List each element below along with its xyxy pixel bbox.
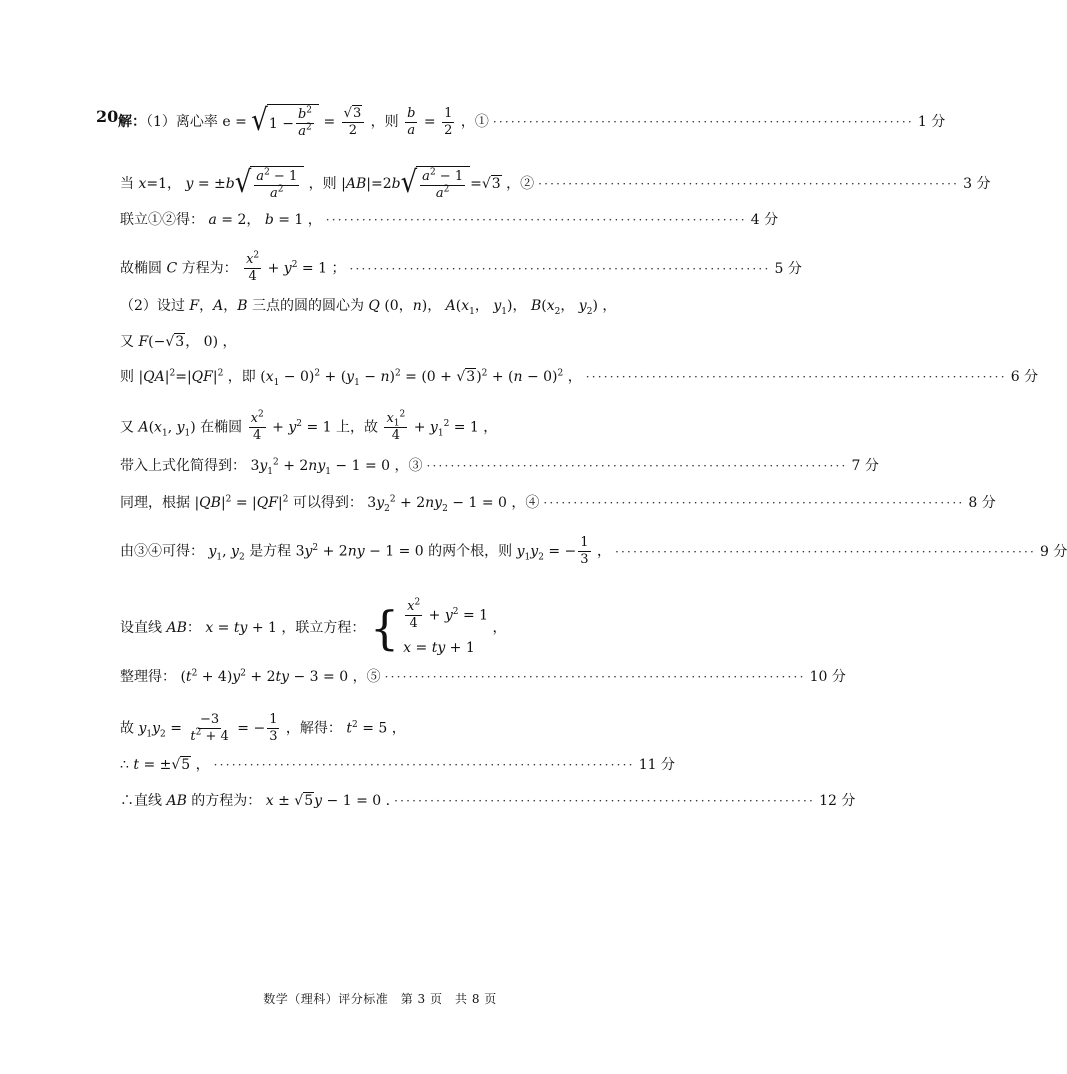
leader-dots: ······································································ <box>325 213 747 227</box>
leader-dots: ······································································ <box>492 115 914 129</box>
leader-dots: ······································································ <box>394 794 816 808</box>
leader-dots: ······································································ <box>615 544 1037 559</box>
solution-line-5: （2）设过 F，A，B 三点的圆的圆心为 Q (0，n)， $A(x_1$， $y_1$)， $B(x_2$， $y_2$) ， <box>120 298 617 317</box>
score-3: 4 分 <box>750 212 779 228</box>
solution-line-4: 故椭圆 C 方程为： $\frac{x^2}{4}$ + $y^2 = 1$ ； ······································································ 5 分 <box>120 250 802 284</box>
leader-dots: ······································································ <box>585 370 1007 384</box>
score-7: 8 分 <box>968 495 996 511</box>
solution-line-11: 由③④可得： $y_1$, $y_2$ 是方程 $3y^2 + 2ny - 1 = 0$ 的两个根，则 $y_1y_2$ = − $\frac{1}{3}$ ， ······································································ 9 分 <box>120 535 1067 567</box>
solution-line-6: 又 F(−√3， 0) ， <box>120 334 237 350</box>
score-4: 5 分 <box>774 260 802 277</box>
page-footer: 数学（理科）评分标准 第 3 页 共 8 页 <box>263 992 497 1006</box>
solution-line-9: 带入上式化简得到： $3y_1^2 + 2ny_1 - 1 = 0$ ，③ ······································································ 7 分 <box>120 457 879 477</box>
solution-line-15: ∴ t = ±√5 ， ······································································ 11 分 <box>120 757 675 773</box>
solution-line-13: 整理得： $(t^2 + 4)y^2 + 2ty - 3 = 0$ ，⑤ ······································································ 10 分 <box>120 668 846 685</box>
score-5: 6 分 <box>1010 369 1039 385</box>
score-6: 7 分 <box>851 458 879 474</box>
score-8: 9 分 <box>1040 543 1067 560</box>
solution-line-2: 当 x=1， y = ±b √ $\frac{a^2 - 1}{a^2}$ ，则 |AB|=2b √ $\frac{a^2 - 1}{a^2}$ =√3 ，② ······································································ 3 分 <box>120 165 991 201</box>
solution-line-14: 故 $y_1y_2$ = $\frac{-3}{t^2 + 4}$ = − $\frac{1}{3}$ ，解得： $t^2 = 5$ ， <box>120 712 406 744</box>
leader-dots: ······································································ <box>426 459 848 473</box>
solution-line-12: 设直线 AB： x = ty + 1 ，联立方程： { $\frac{x^2}{4}$ + $y^2 = 1$ x = ty + 1 ， <box>120 597 507 656</box>
leader-dots: ······································································ <box>538 177 960 191</box>
solution-line-1: 解：（1）离心率 e = √ 1 − $\frac{b^2}{a^2}$ = $\frac{√3}{2}$ ，则 $\frac{b}{a}$ = $\frac{1}{2}$ ，① ······································································ 1 分 <box>118 103 946 139</box>
score-2: 3 分 <box>963 176 991 192</box>
score-1: 1 分 <box>917 114 946 130</box>
problem-number: 20. <box>96 107 124 126</box>
score-9: 10 分 <box>809 669 846 685</box>
solution-line-8: 又 $A(x_1$, $y_1$) 在椭圆 $\frac{x^2}{4}$ + $y^2 = 1$ 上，故 $\frac{x_1^2}{4}$ + $y_1^2 = 1$ ， <box>120 409 498 443</box>
leader-dots: ······································································ <box>384 670 806 684</box>
leader-dots: ······································································ <box>349 261 771 276</box>
leader-dots: ······································································ <box>213 758 635 772</box>
score-11: 12 分 <box>819 793 856 809</box>
score-10: 11 分 <box>638 757 675 773</box>
solution-line-10: 同理，根据 $|QB|^2 = |QF|^2$ 可以得到： $3y_2^2 + 2ny_2 - 1 = 0$ ，④ ······································································ 8 分 <box>120 494 996 514</box>
solution-label: 解： <box>118 114 146 130</box>
solution-line-3: 联立①②得： a = 2， b = 1 ， ······································································ 4 分 <box>120 212 779 228</box>
solution-line-16: ∴直线 AB 的方程为： x ± √5y − 1 = 0 . ······································································ 12 分 <box>120 793 856 809</box>
leader-dots: ······································································ <box>543 496 965 510</box>
solution-line-7: 则 $|QA|^2=|QF|^2$ ，即 $(x_1 - 0)^2 + (y_1 - n)^2 = (0 + √3)^2 + (n - 0)^2$ ， ······································································ 6 分 <box>120 368 1039 388</box>
